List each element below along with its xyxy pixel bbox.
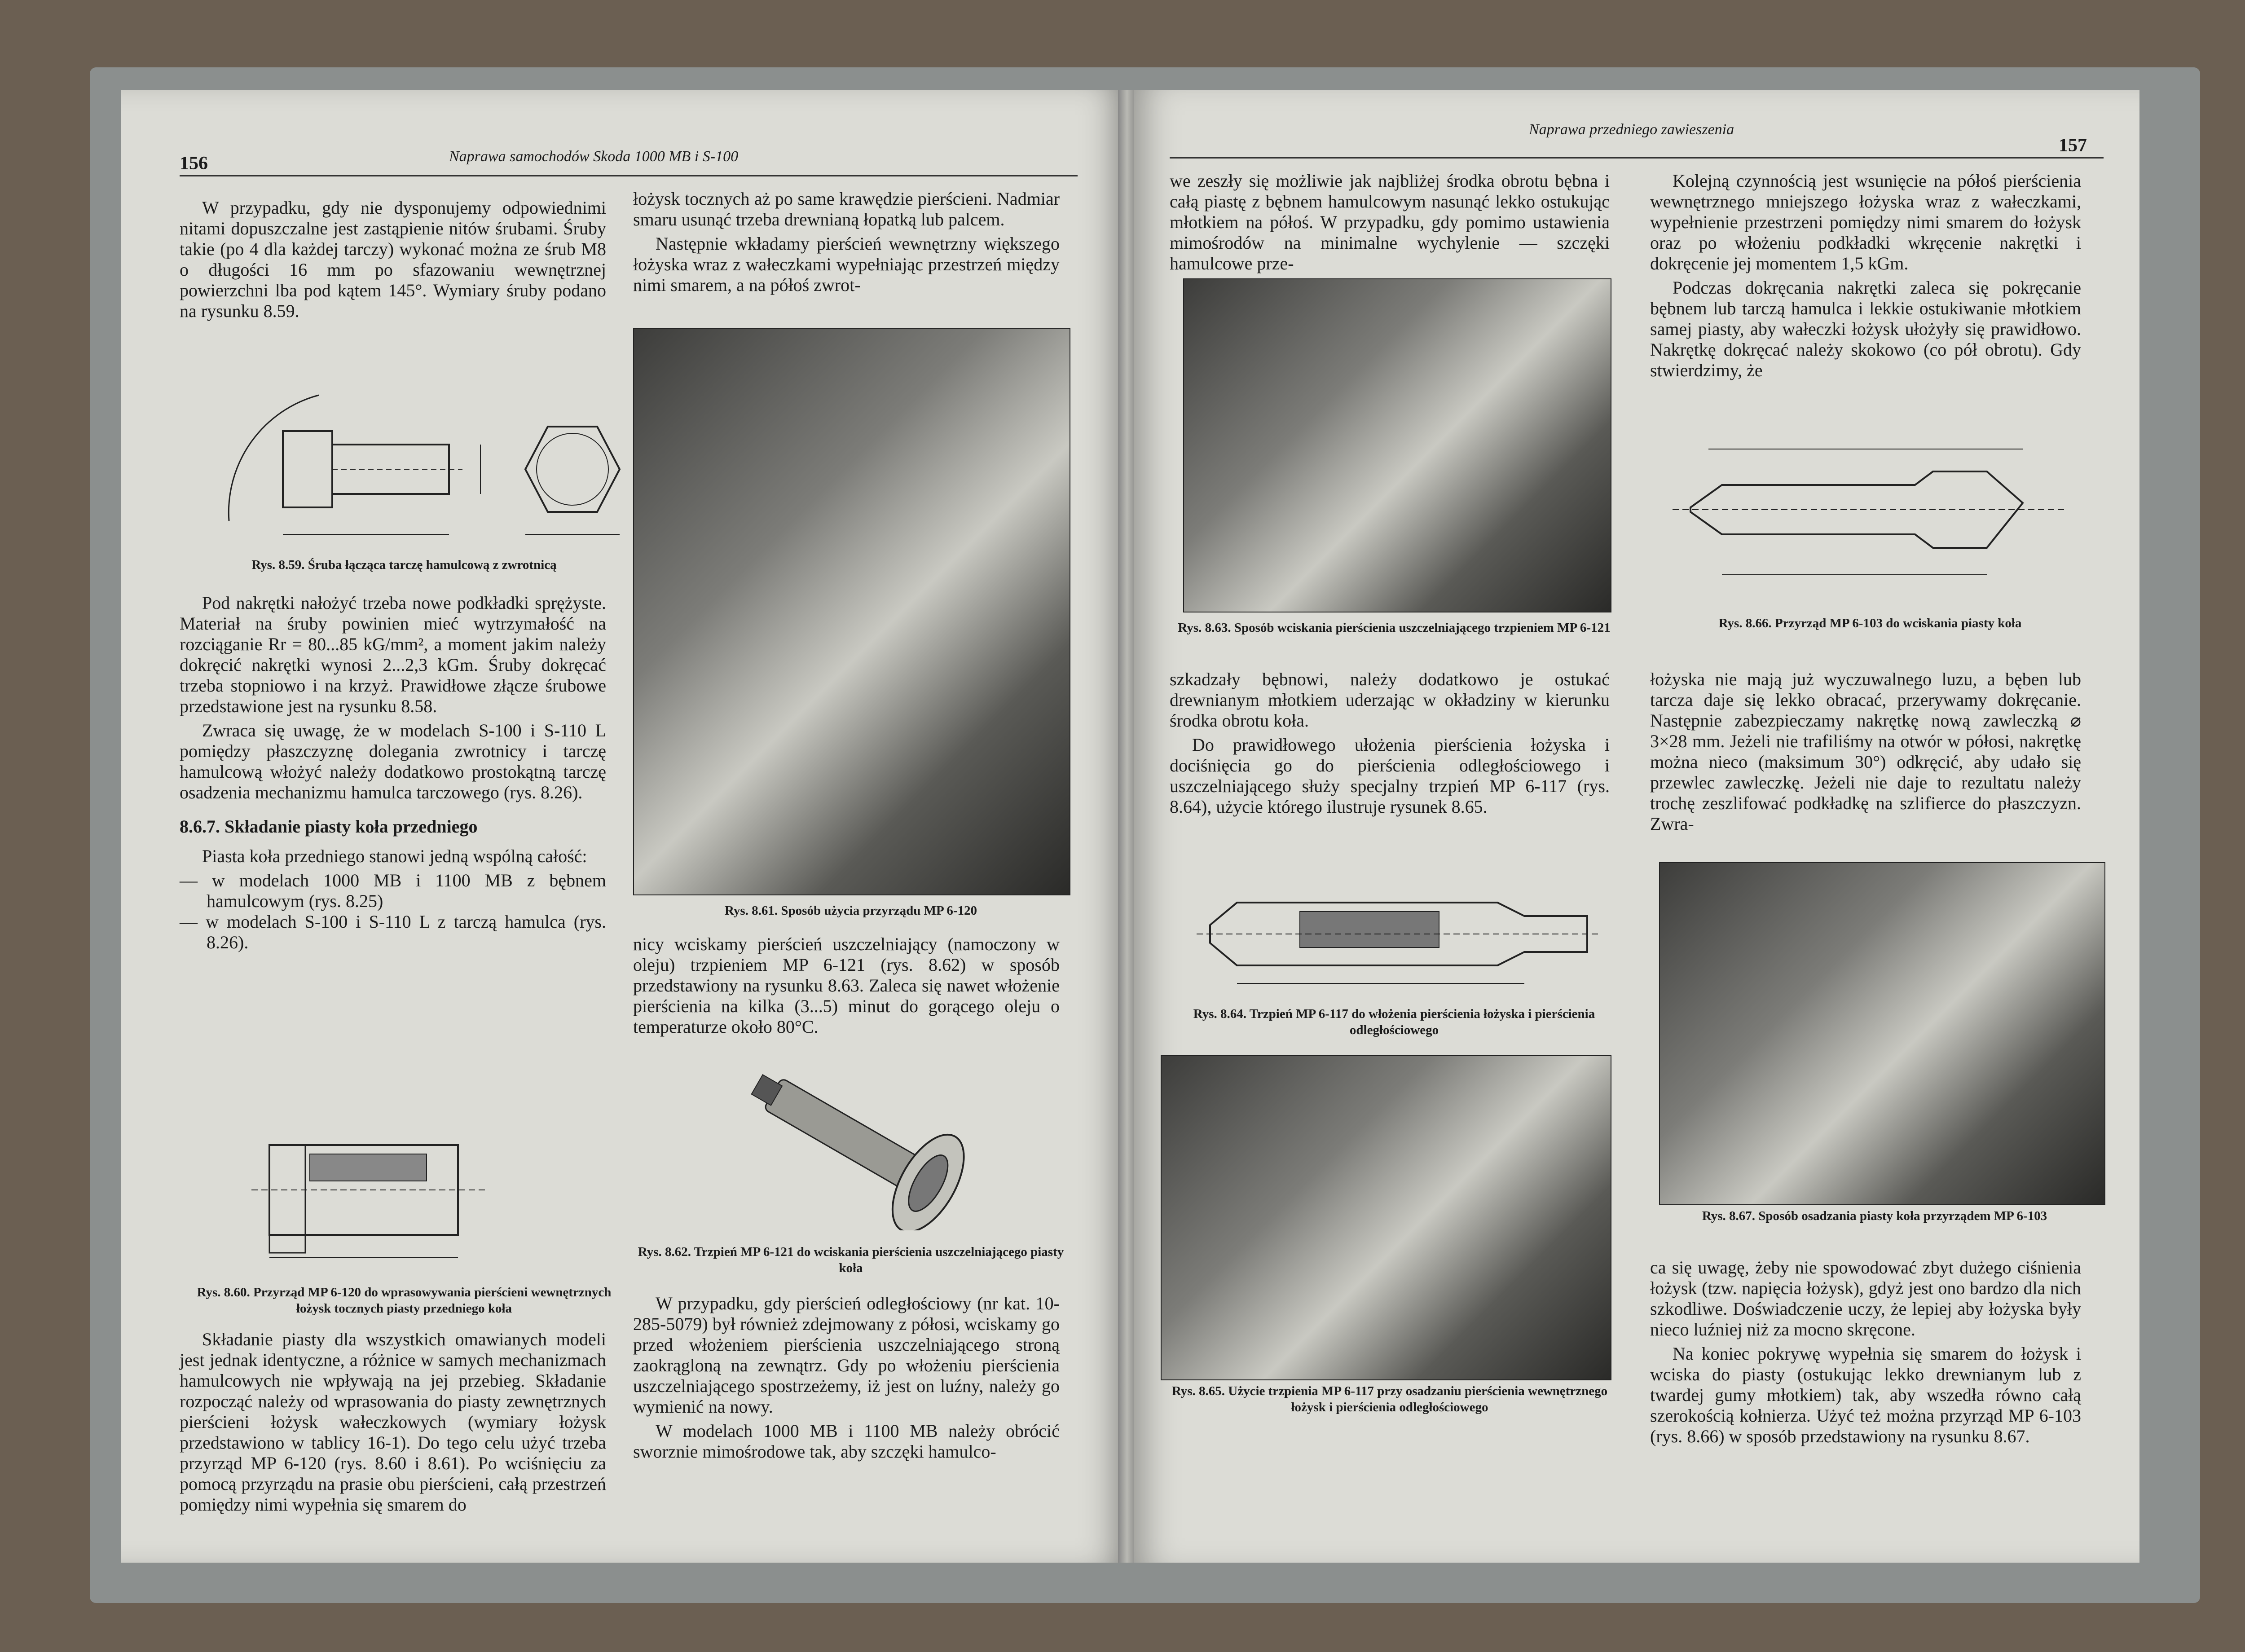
paragraph: łożysk tocznych aż po same krawędzie pierścieni. Nadmiar smaru usunąć trzeba drewnianą łopatką lub palcem. (633, 189, 1060, 229)
figure-caption: Rys. 8.59. Śruba łącząca tarczę hamulcową z zwrotnicą (251, 558, 557, 572)
running-head: Naprawa przedniego zawieszenia (1529, 121, 1734, 138)
right-column-1b (1170, 669, 1610, 821)
press-photo (633, 328, 1070, 895)
running-head: Naprawa samochodów Skoda 1000 MB i S-100 (449, 148, 739, 165)
seal-pressing-photo (1183, 278, 1611, 612)
figure-caption: Rys. 8.62. Trzpień MP 6-121 do wciskania pierścienia uszczelniającego piasty koła (638, 1245, 1064, 1275)
header-rule (180, 175, 1078, 176)
page-number: 156 (180, 153, 208, 174)
figure-caption: Rys. 8.63. Sposób wciskania pierścienia uszczelniającego trzpieniem MP 6-121 (1178, 621, 1611, 635)
tool-drawing-mp6-120 (207, 1127, 611, 1271)
bolt-drawing (193, 341, 642, 548)
left-page (121, 90, 1127, 1563)
paragraph: W modelach 1000 MB i 1100 MB należy obrócić sworznie mimośrodowe tak, aby szczęki hamulco- (633, 1421, 1060, 1462)
left-column-2b (633, 934, 1060, 1041)
paragraph: nicy wciskamy pierścień uszczelniający (namoczony w oleju) trzpieniem MP 6-121 (rys. 8.62) w sposób przedstawiony na rysunku 8.63. Zaleca się nawet włożenie pierścienia na kilka (3...5) minut do gorącego oleju o temperaturze około 80°C. (633, 934, 1060, 1037)
figure-caption: Rys. 8.61. Sposób użycia przyrządu MP 6-120 (724, 903, 977, 918)
left-column-1c (180, 1329, 606, 1519)
paragraph: Pod nakrętki nałożyć trzeba nowe podkładki sprężyste. Materiał na śruby powinien mieć wytrzymałość na rozciąganie Rr = 80...85 kG/mm², a moment jakim należy dokręcić nakrętki wynosi 2...2,3 kGm. Śruby dokręcać trzeba stopniowo i na krzyż. Prawidłowe złącze śrubowe przedstawione jest na rysunku 8.58. (180, 593, 606, 716)
paragraph: Na koniec pokrywę wypełnia się smarem do łożysk i wciska do piasty (ostukując lekko drewnianym lub z twardej gumy młotkiem) tak, aby wszedła równo całą szerokością kołnierza. Użyć też można przyrząd MP 6-103 (rys. 8.66) w sposób przedstawiony na rysunku 8.67. (1650, 1344, 2081, 1446)
paragraph: Składanie piasty dla wszystkich omawianych modeli jest jednak identyczne, a różnice w samych mechanizmach hamulcowych nie wpływają na jej przebieg. Składanie rozpocząć należy od wprasowania do piasty zewnętrznych pierścieni łożysk wałeczkowych (wymiary łożysk przedstawiono w tablicy 16-1). Do tego celu użyć trzeba przyrząd MP 6-120 (rys. 8.60 i 8.61). Po wciśnięciu za pomocą przyrządu na prasie obu pierścieni, całą przestrzeń pomiędzy nimi wypełnia się smarem do (180, 1329, 606, 1515)
paragraph: Podczas dokręcania nakrętki zaleca się pokręcanie bębnem lub tarczą hamulca i lekkie ostukiwanie młotkiem samej piasty, aby wałeczki łożysk ułożyły się prawidłowo. Nakrętkę dokręcać należy skokowo (co pół obrotu). Gdy stwierdzimy, że (1650, 278, 2081, 380)
paragraph: W przypadku, gdy nie dysponujemy odpowiednimi nitami dopuszczalne jest zastąpienie nitów śrubami. Śruby takie (po 4 dla każdej tarczy) wykonać można ze śrub M8 o długości 16 mm po sfazowaniu wewnętrznej powierzchni lba pod kątem 145°. Wymiary śruby podano na rysunku 8.59. (180, 198, 606, 321)
drift-use-photo (1161, 1055, 1611, 1380)
figure-caption: Rys. 8.64. Trzpień MP 6-117 do włożenia pierścienia łożyska i pierścienia odległościowego (1193, 1007, 1595, 1037)
paragraph: Do prawidłowego ułożenia pierścienia łożyska i dociśnięcia go do pierścienia odległościowego i uszczelniającego służy specjalny trzpień MP 6-117 (rys. 8.64), użycie którego ilustruje rysunek 8.65. (1170, 735, 1610, 817)
header-rule (1170, 157, 2104, 159)
figure-caption: Rys. 8.66. Przyrząd MP 6-103 do wciskania piasty koła (1718, 616, 2022, 630)
hub-press-photo (1659, 862, 2105, 1205)
paragraph: Kolejną czynnością jest wsunięcie na półoś pierścienia wewnętrznego mniejszego łożyska wraz z wałeczkami, wypełnienie przestrzeni pomiędzy nimi smarem do łożysk oraz po włożeniu podkładki wkręcenie nakrętki i dokręcenie jej momentem 1,5 kGm. (1650, 171, 2081, 273)
left-column-2c (633, 1293, 1060, 1466)
paragraph: Następnie wkładamy pierścień wewnętrzny większego łożyska wraz z wałeczkami wypełniając przestrzeń między nimi smarem, a na półoś zwrot- (633, 233, 1060, 295)
right-column-2b (1650, 669, 2081, 838)
paragraph: we zeszły się możliwie jak najbliżej środka obrotu bębna i całą piastę z bębnem hamulcowym nasunąć lekko ostukując młotkiem na półoś. W przypadku, gdy pomimo ustawienia mimośrodów na minimalne wychylenie — szczęki hamulcowe prze- (1170, 171, 1610, 273)
tool-drawing-mp6-103 (1664, 431, 2077, 602)
figure-caption: Rys. 8.60. Przyrząd MP 6-120 do wprasowywania pierścieni wewnętrznych łożysk tocznych piasty przedniego koła (197, 1285, 612, 1316)
model-list (180, 870, 606, 953)
page-number: 157 (2059, 135, 2087, 156)
figure-caption: Rys. 8.67. Sposób osadzania piasty koła przyrządem MP 6-103 (1702, 1209, 2047, 1223)
paragraph: W przypadku, gdy pierścień odległościowy (nr kat. 10-285-5079) był również zdejmowany z półosi, wciskamy go przed włożeniem pierścienia uszczelniającego stroną zaokrągloną na zewnątrz. Gdy po włożeniu pierścienia uszczelniającego spostrzeżemy, iż jest on luźny, należy go wymienić na nowy. (633, 1293, 1060, 1417)
drift-drawing-mp6-117 (1183, 862, 1610, 997)
paragraph: szkadzały bębnowi, należy dodatkowo je ostukać drewnianym młotkiem uderzając w okładziny w kierunku środka obrotu koła. (1170, 669, 1610, 731)
paragraph: łożyska nie mają już wyczuwalnego luzu, a bęben lub tarcza daje się lekko obracać, przerywamy dokręcanie. Następnie zabezpieczamy nakrętkę nową zawleczką ⌀ 3×28 mm. Jeżeli nie trafiliśmy na otwór w półosi, nakrętkę można nieco (maksimum 30°) odkręcić, aby udało się przewlec zawleczkę. Jeżeli nie daje to rezultatu należy trochę zeszlifować podkładkę na szlifierce do płaszczyzn. Zwra- (1650, 669, 2081, 834)
right-column-2 (1650, 171, 2081, 384)
paragraph: ca się uwagę, żeby nie spowodować zbyt dużego ciśnienia łożysk (tzw. napięcia łożysk), gdyż jest ono bardzo dla nich szkodliwe. Doświadczenie uczy, że lepiej aby łożyska były nieco luźniej niż za mocno skręcone. (1650, 1257, 2081, 1339)
left-column-1b (180, 593, 606, 956)
paragraph: Zwraca się uwagę, że w modelach S-100 i S-110 L pomiędzy płaszczyznę dolegania zwrotnicy i tarczę hamulcową włożyć należy dodatkowo prostokątną tarczę osadzenia mechanizmu hamulca tarczowego (rys. 8.26). (180, 720, 606, 802)
figure-caption: Rys. 8.65. Użycie trzpienia MP 6-117 przy osadzaniu pierścienia wewnętrznego łożysk i pierścienia odległościowego (1171, 1384, 1608, 1414)
left-column-2 (633, 189, 1060, 299)
section-heading: 8.6.7. Składanie piasty koła przedniego (180, 816, 478, 837)
right-column-1 (1170, 171, 1610, 278)
left-column-1 (180, 198, 606, 325)
list-item: — w modelach 1000 MB i 1100 MB z bębnem hamulcowym (rys. 8.25) (180, 870, 606, 911)
list-item: — w modelach S-100 i S-110 L z tarczą hamulca (rys. 8.26). (180, 912, 606, 952)
drift-drawing-mp6-121 (705, 1060, 1019, 1230)
right-page (1134, 90, 2139, 1563)
paragraph: Piasta koła przedniego stanowi jedną wspólną całość: (202, 846, 587, 866)
right-column-2c (1650, 1257, 2081, 1450)
